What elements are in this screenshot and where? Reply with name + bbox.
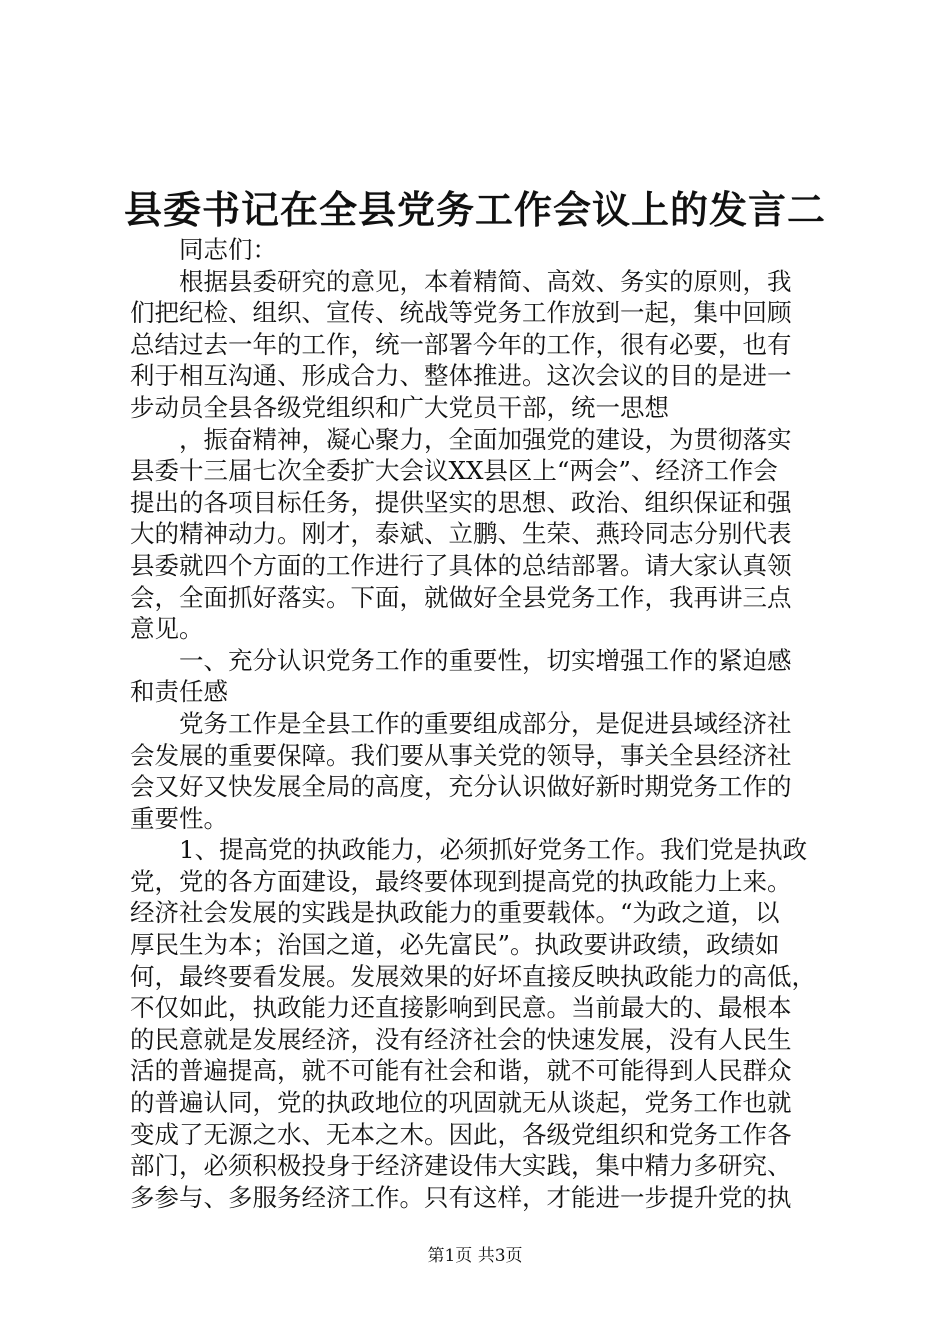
body-line: 总结过去一年的工作，统一部署今年的工作，很有必要，也有 bbox=[130, 329, 792, 359]
body-line: 提出的各项目标任务，提供坚实的思想、政治、组织保证和强 bbox=[130, 487, 792, 517]
body-line: 不仅如此，执政能力还直接影响到民意。当前最大的、最根本 bbox=[130, 993, 792, 1023]
document-title: 县委书记在全县党务工作会议上的发言二 bbox=[123, 187, 826, 232]
body-line: 的民意就是发展经济，没有经济社会的快速发展，没有人民生 bbox=[130, 1024, 792, 1054]
body-line: 利于相互沟通、形成合力、整体推进。这次会议的目的是进一 bbox=[130, 361, 792, 391]
body-line: 会又好又快发展全局的高度，充分认识做好新时期党务工作的 bbox=[130, 772, 792, 802]
body-line: 根据县委研究的意见，本着精简、高效、务实的原则，我 bbox=[130, 266, 792, 296]
body-line: 县委十三届七次全委扩大会议XX县区上“两会”、经济工作会 bbox=[130, 456, 778, 486]
body-line: 部门，必须积极投身于经济建设伟大实践，集中精力多研究、 bbox=[130, 1151, 792, 1181]
body-line: 意见。 bbox=[130, 614, 204, 644]
body-line: 多参与、多服务经济工作。只有这样，才能进一步提升党的执 bbox=[130, 1182, 792, 1212]
body-line: 党务工作是全县工作的重要组成部分，是促进县域经济社 bbox=[130, 708, 792, 738]
body-line: 经济社会发展的实践是执政能力的重要载体。“为政之道，以 bbox=[130, 898, 780, 928]
body-line: 厚民生为本；治国之道，必先富民”。执政要讲政绩，政绩如 bbox=[130, 930, 780, 960]
body-line: 党，党的各方面建设，最终要体现到提高党的执政能力上来。 bbox=[130, 866, 792, 896]
body-line: ，振奋精神，凝心聚力，全面加强党的建设，为贯彻落实 bbox=[130, 424, 792, 454]
body-line: 和责任感 bbox=[130, 677, 228, 707]
body-line: 会发展的重要保障。我们要从事关党的领导，事关全县经济社 bbox=[130, 740, 792, 770]
body-line: 会，全面抓好落实。下面，就做好全县党务工作，我再讲三点 bbox=[130, 582, 792, 612]
page-footer: 第1页 共3页 bbox=[427, 1246, 523, 1266]
body-line: 1、提高党的执政能力，必须抓好党务工作。我们党是执政 bbox=[130, 835, 808, 865]
body-line: 步动员全县各级党组织和广大党员干部，统一思想 bbox=[130, 392, 669, 422]
body-line: 变成了无源之水、无本之木。因此，各级党组织和党务工作各 bbox=[130, 1119, 792, 1149]
body-line: 的普遍认同，党的执政地位的巩固就无从谈起，党务工作也就 bbox=[130, 1088, 792, 1118]
body-line: 重要性。 bbox=[130, 803, 228, 833]
document-body bbox=[130, 234, 830, 1213]
body-line: 一、充分认识党务工作的重要性，切实增强工作的紧迫感 bbox=[130, 645, 792, 675]
body-line: 们把纪检、组织、宣传、统战等党务工作放到一起，集中回顾 bbox=[130, 298, 792, 328]
body-line: 活的普遍提高，就不可能有社会和谐，就不可能得到人民群众 bbox=[130, 1056, 792, 1086]
body-line: 同志们： bbox=[130, 235, 277, 264]
body-line: 大的精神动力。刚才，泰斌、立鹏、生荣、燕玲同志分别代表 bbox=[130, 519, 792, 549]
body-line: 何，最终要看发展。发展效果的好坏直接反映执政能力的高低， bbox=[130, 961, 816, 991]
body-line: 县委就四个方面的工作进行了具体的总结部署。请大家认真领 bbox=[130, 550, 792, 580]
